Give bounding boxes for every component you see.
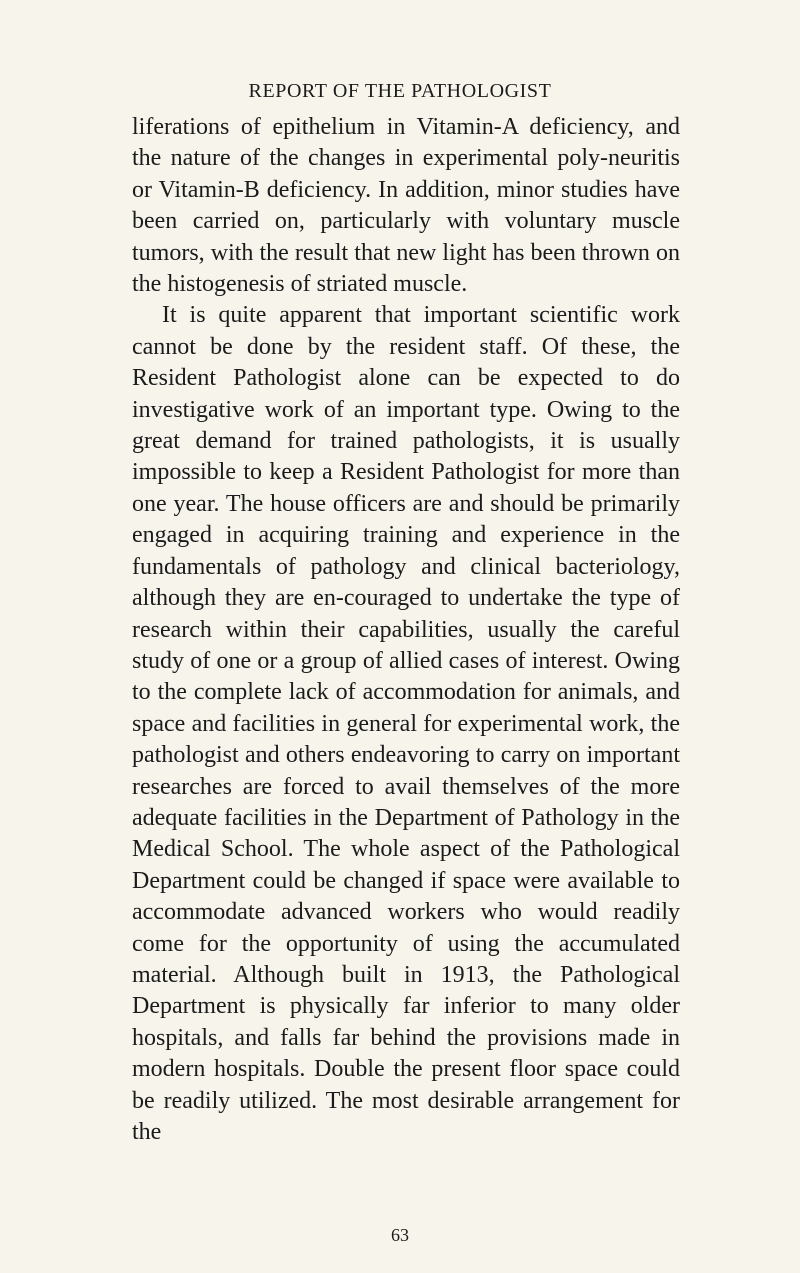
paragraph-resident-staff: It is quite apparent that important scientific work cannot be done by the resident staff. Of these, the Resident Pathologist alone can be expected to do investigative work of an important type. Owing to the great demand for trained pathologists, it is usually impossible to keep a Resident Pathologist for more than one year. The house officers are and should be primarily engaged in acquiring training and experience in the fundamentals of pathology and clinical bacteriology, although they are en-couraged to undertake the type of research within their capabilities, usually the careful study of one or a group of allied cases of interest. Owing to the complete lack of accommodation for animals, and space and facilities in general for experimental work, the pathologist and others endeavoring to carry on important researches are forced to avail themselves of the more adequate facilities in the Department of Pathology in the Medical School. The whole aspect of the Pathological Department could be changed if space were available to accommodate advanced workers who would readily come for the opportunity of using the accumulated material. Although built in 1913, the Pathological Department is physically far inferior to many older hospitals, and falls far behind the provisions made in modern hospitals. Double the present floor space could be readily utilized. The most desirable arrangement for the [132,302,680,1145]
running-head: REPORT OF THE PATHOLOGIST [248,80,552,102]
paragraph-continuation: liferations of epithelium in Vitamin-A deficiency, and the nature of the changes in experimental poly-neuritis or Vitamin-B deficiency. In addition, minor studies have been carried on, particularly with voluntary muscle tumors, with the result that new light has been thrown on the histogenesis of striated muscle. [132,114,680,298]
page-number: 63 [391,1225,409,1245]
body-text [132,112,680,1148]
